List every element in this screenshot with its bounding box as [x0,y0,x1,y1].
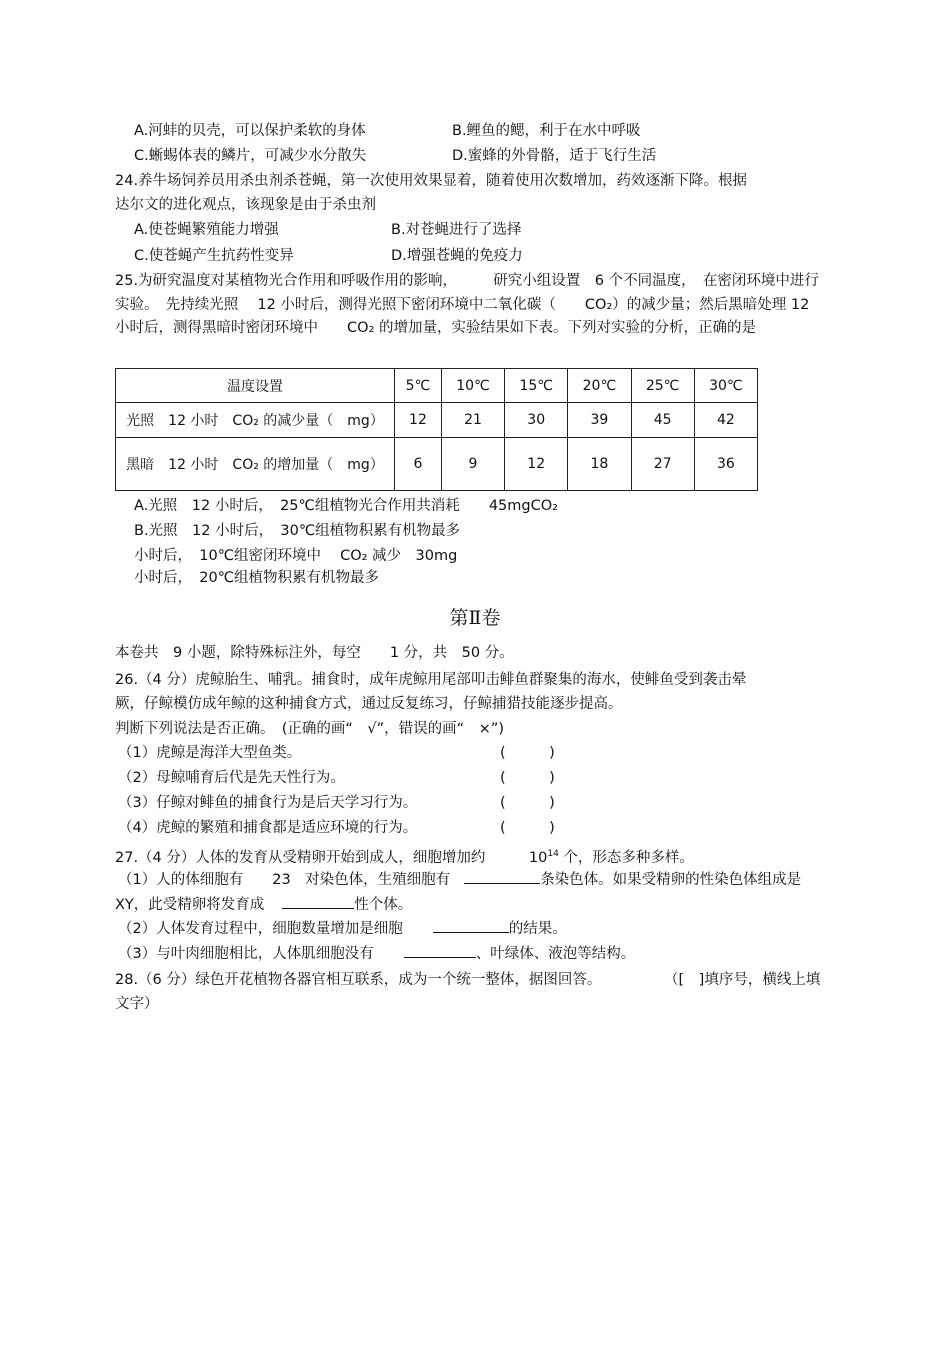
q25-option-a: A.光照 12 小时后， 25℃组植物光合作用共消耗 45mgCO₂ [134,498,558,514]
table-row [116,438,758,491]
table-cell: 27 [631,438,694,491]
q24-option-a: A.使苍蝇繁殖能力增强 [134,222,279,238]
q25-option-b: B.光照 12 小时后， 30℃组植物积累有机物最多 [134,523,461,539]
q28-stem-note: （[ ]填序号，横线上填 [664,972,821,988]
q23-option-a: A.河蚌的贝壳，可以保护柔软的身体 [134,123,366,139]
table-row [116,403,758,438]
answer-parentheses[interactable]: ( ) [500,820,555,836]
q27-part1b-tail: 性个体。 [354,897,413,913]
table-cell: 21 [441,403,504,438]
q28-stem-line1: 28.（6 分）绿色开花植物各器官相互联系，成为一个统一整体，据图回答。 [115,972,602,988]
table-cell: 9 [441,438,504,491]
table-cell: 5℃ [395,369,442,403]
table-cell: 12 [505,438,568,491]
q27-part1-text: （1）人的体细胞有 23 对染色体，生殖细胞有 [118,872,451,888]
q26-stem-line2: 厥，仔鲸模仿成年鲸的这种捕食方式，通过反复练习，仔鲸捕猎技能逐步提高。 [115,696,623,712]
q27-part3 [118,943,635,964]
q27-part2 [118,918,567,939]
table-cell: 10℃ [441,369,504,403]
q25-stem: 25.为研究温度对某植物光合作用和呼吸作用的影响， 研究小组设置 6 个不同温度， 在密闭环境中进行实验。 先持续光照 12 小时后，测得光照下密闭环境中二氧化碳（ CO₂）的减少量；然后黑暗处理 12 小时后，测得黑暗时密闭环境中 CO₂ 的增加量，实验结果如下表。下列对实验的分析，正确的是 [115,273,819,336]
q25-option-d: 小时后， 20℃组植物积累有机物最多 [134,570,379,586]
q23-option-d: D.蜜蜂的外骨骼，适于飞行生活 [452,148,657,164]
table-cell: 18 [568,438,631,491]
section-intro: 本卷共 9 小题，除特殊标注外，每空 1 分，共 50 分。 [115,645,514,661]
q26-stem-line1: 26.（4 分）虎鲸胎生、哺乳。捕食时，成年虎鲸用尾部叩击鲱鱼群聚集的海水，使鲱鱼受到袭击晕 [115,672,747,688]
q27-stem-tail: 个，形态多种多样。 [558,849,694,866]
answer-parentheses[interactable]: ( ) [500,795,555,811]
table-cell: 45 [631,403,694,438]
q23-option-b: B.鲤鱼的鳃，利于在水中呼吸 [452,123,641,139]
table-cell: 6 [395,438,442,491]
q27-part1-line1 [118,869,801,890]
table-cell: 20℃ [568,369,631,403]
q25-option-c: 小时后， 10℃组密闭环境中 CO₂ 减少 30mg [134,548,458,564]
answer-blank[interactable] [433,918,509,933]
q24-stem-line2: 达尔文的进化观点，该现象是由于杀虫剂 [115,197,376,213]
q24-option-d: D.增强苍蝇的免疫力 [391,248,523,264]
q26-instruction: 判断下列说法是否正确。 (正确的画“ √”，错误的画“ ×”) [115,721,504,737]
q26-item-4: （4）虎鲸的繁殖和捕食都是适应环境的行为。 [118,820,418,836]
q26-item-3: （3）仔鲸对鲱鱼的捕食行为是后天学习行为。 [118,795,418,811]
q27-part2-tail: 的结果。 [508,921,567,937]
q27-part3-text: （3）与叶肉细胞相比，人体肌细胞没有 [118,946,374,962]
table-cell: 30 [505,403,568,438]
table-cell: 15℃ [505,369,568,403]
table-cell: 25℃ [631,369,694,403]
table-cell: 42 [694,403,757,438]
answer-blank[interactable] [464,869,540,884]
table-cell: 光照 12 小时 CO₂ 的减少量（ mg） [116,403,395,438]
q27-stem-text: 27.（4 分）人体的发育从受精卵开始到成人，细胞增加约 10 [115,849,548,866]
table-cell: 12 [395,403,442,438]
q28-stem-line2: 文字） [115,996,159,1012]
table-cell: 36 [694,438,757,491]
q24-option-b: B.对苍蝇进行了选择 [391,222,522,238]
table-cell: 30℃ [694,369,757,403]
q26-item-1: （1）虎鲸是海洋大型鱼类。 [118,745,302,761]
q24-option-c: C.使苍蝇产生抗药性变异 [134,248,294,264]
table-cell: 温度设置 [116,369,395,403]
q27-stem [115,844,694,868]
q26-item-2: （2）母鲸哺育后代是先天性行为。 [118,770,345,786]
answer-parentheses[interactable]: ( ) [500,745,555,761]
section-title: 第Ⅱ卷 [449,607,501,629]
q25-data-table [115,368,758,491]
exponent: 14 [547,849,559,859]
q23-option-c: C.蜥蜴体表的鳞片，可减少水分散失 [134,148,367,164]
answer-blank[interactable] [404,943,476,958]
answer-blank[interactable] [282,894,354,909]
q24-stem-line1: 24.养牛场饲养员用杀虫剂杀苍蝇，第一次使用效果显着，随着使用次数增加，药效逐渐下降。根据 [115,173,748,189]
q27-part1b-text: XY，此受精卵将发育成 [115,897,265,913]
q27-part2-text: （2）人体发育过程中，细胞数量增加是细胞 [118,921,403,937]
table-cell: 黑暗 12 小时 CO₂ 的增加量（ mg） [116,438,395,491]
table-cell: 39 [568,403,631,438]
answer-parentheses[interactable]: ( ) [500,770,555,786]
q27-part3-tail: 、叶绿体、液泡等结构。 [475,946,636,962]
q27-part1-tail: 条染色体。如果受精卵的性染色体组成是 [540,872,802,888]
q27-part1-line2 [115,894,412,915]
table-header-row [116,369,758,403]
